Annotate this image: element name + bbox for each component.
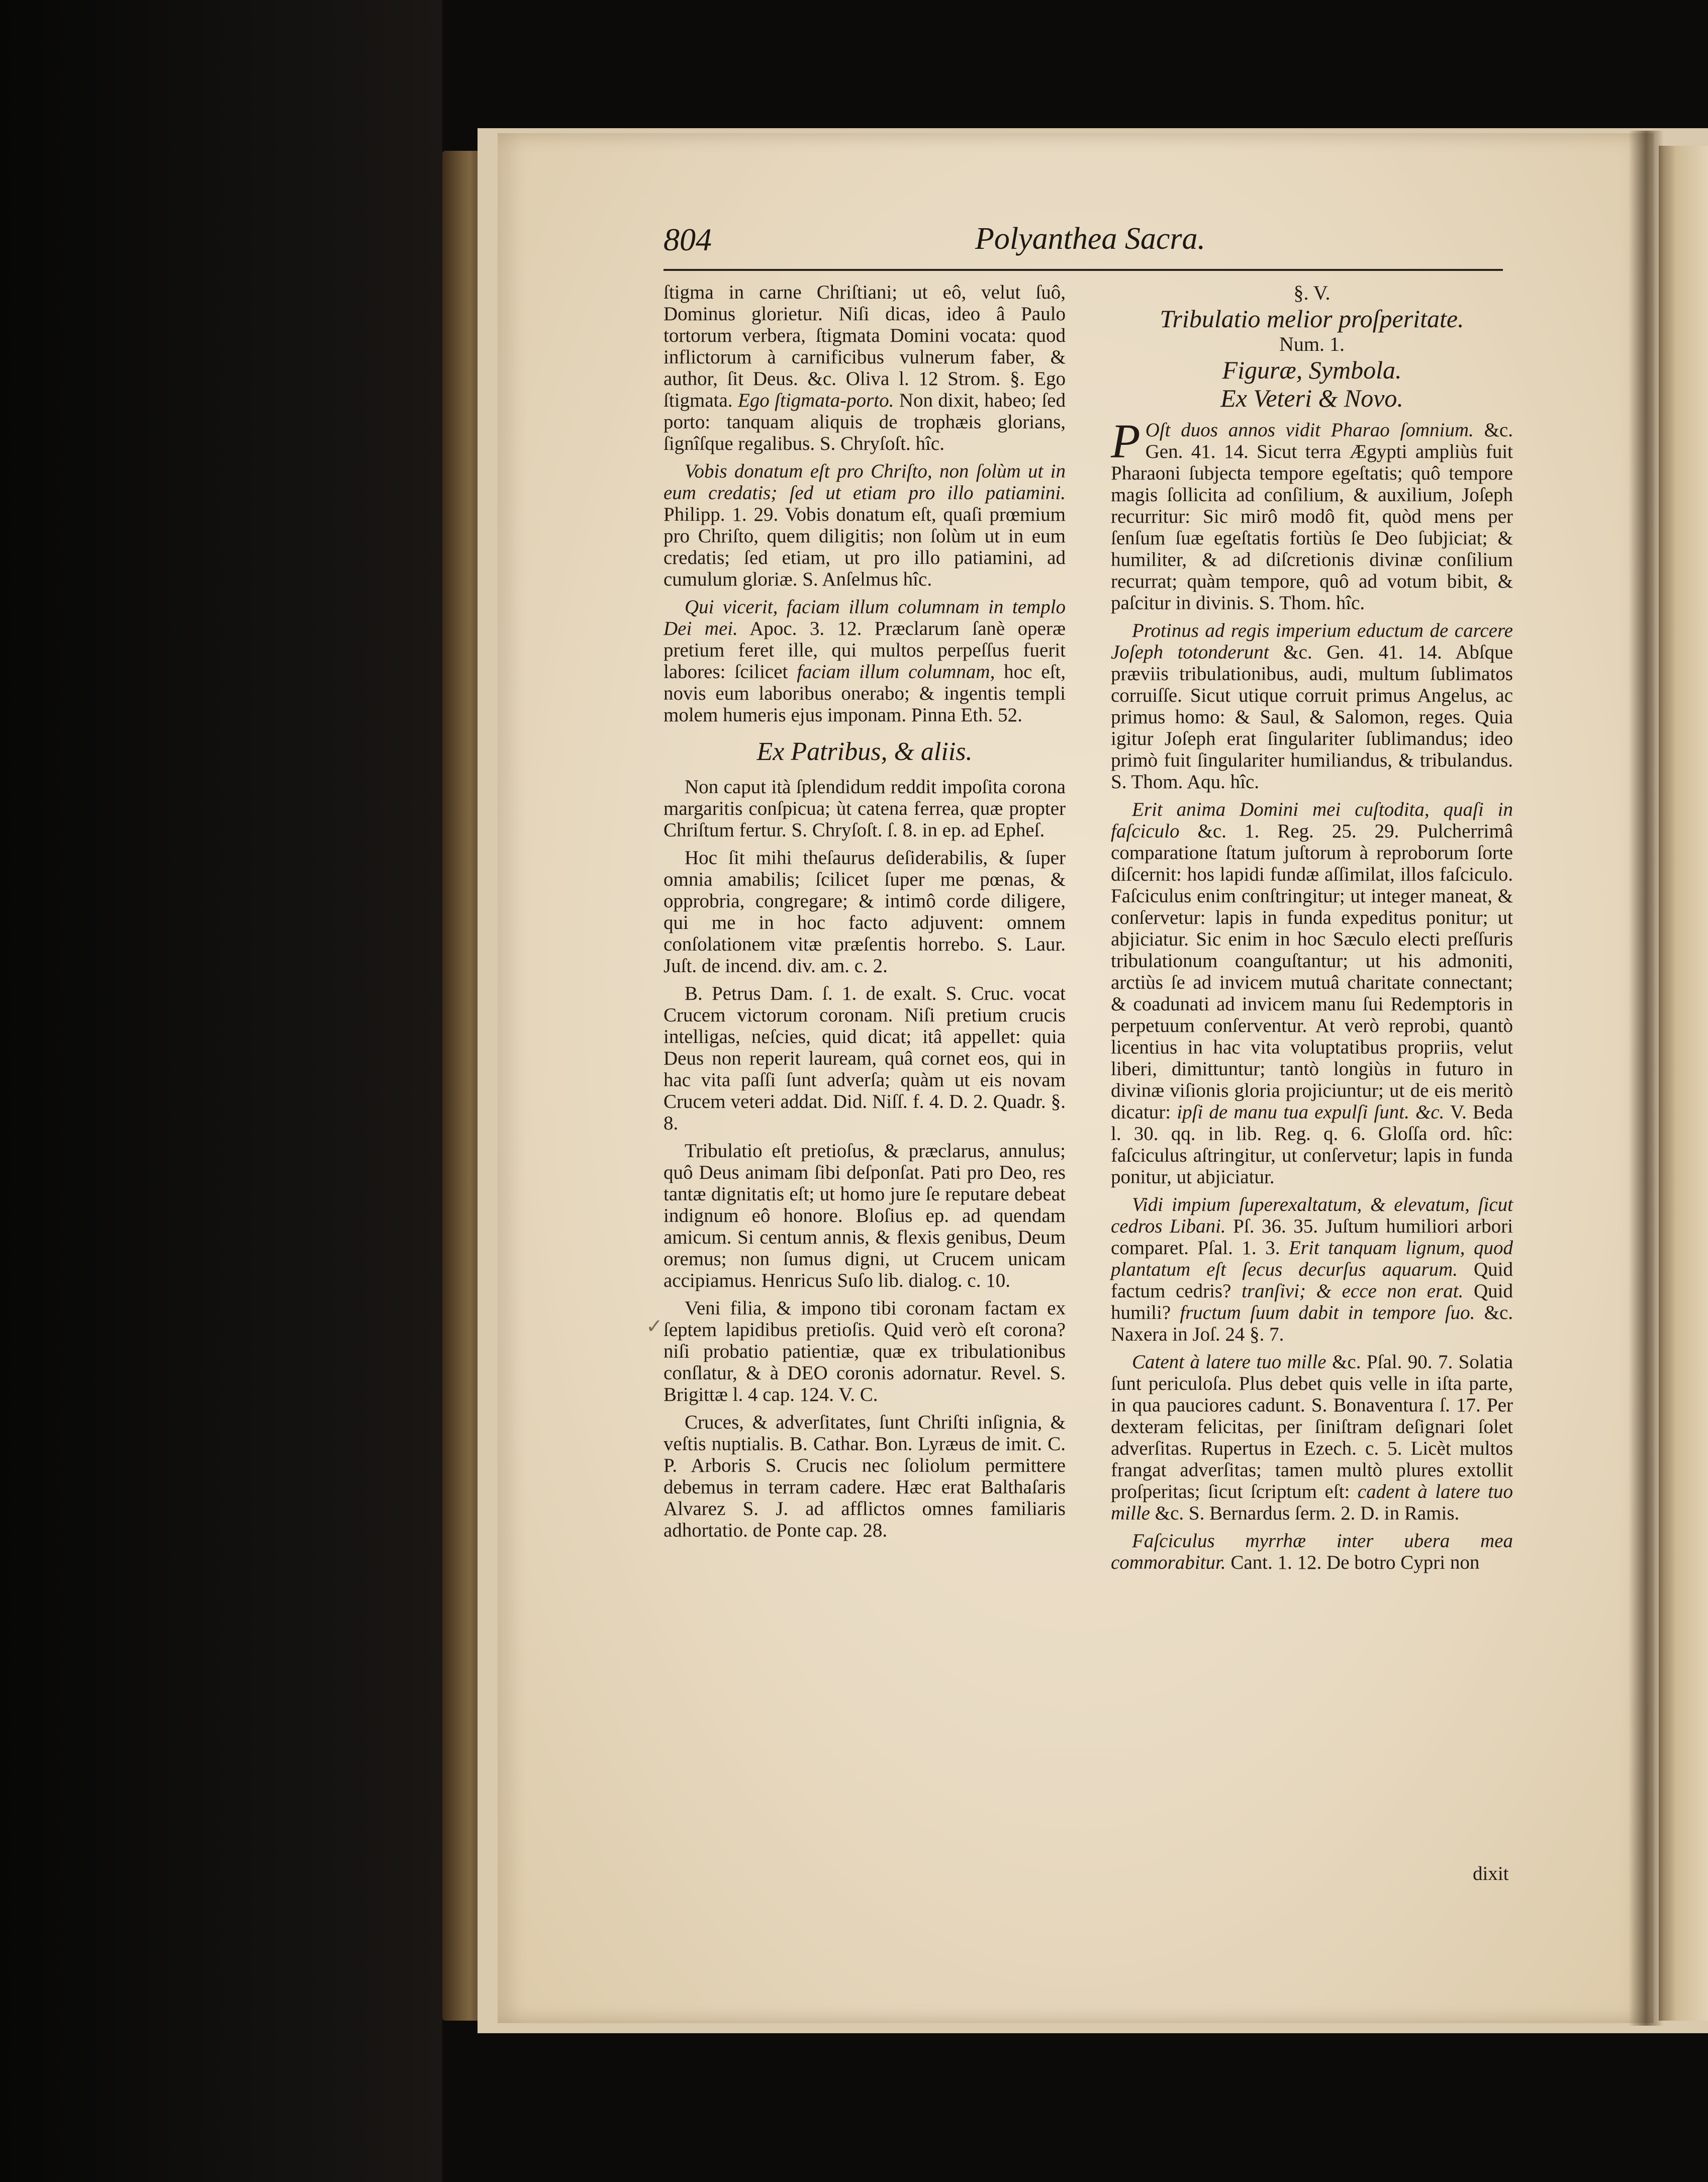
paragraph: Qui vicerit, faciam illum columnam in templo Dei mei. Apoc. 3. 12. Præclarum ſanè operæ pretium feret ille, qui multos perpeſſus fuerit labores: ſcilicet faciam illum columnam, hoc eſt, novis eum laboribus onerabo; & ingentis templi molem humeris ejus imponam. Pinna Eth. 52.	[663, 596, 1066, 726]
paragraph: Catent à latere tuo mille &c. Pſal. 90. 7. Solatia ſunt periculoſa. Plus debet quis velle in iſta parte, in qua pauciores cadunt. S. Bonaventura ſ. 17. Per dexteram felicitas, per ſiniſtram deſignari ſolet adverſitas. Rupertus in Ezech. c. 5. Licèt multos frangat adverſitas; tamen multò plures extollit proſperitas; ſicut ſcriptum eſt: cadent à latere tuo mille &c. S. Bernardus ſerm. 2. D. in Ramis.	[1111, 1351, 1513, 1524]
paragraph: Tribulatio eſt pretioſus, & præclarus, annulus; quô Deus animam ſibi deſponſat. Pati pro Deo, res tantæ dignitatis eſt; ut homo jure ſe reputare debeat indignum eô honore. Bloſius ep. ad quendam amicum. Si centum annis, & flexis genibus, Deum oremus; non ſumus digni, ut Crucem unicam accipiamus. Henricus Suſo lib. dialog. c. 10.	[663, 1140, 1066, 1291]
paragraph: Hoc ſit mihi theſaurus deſiderabilis, & ſuper omnia amabilis; ſcilicet ſuper me pœnas, & opprobria, congregare; & intimô corde diligere, qui me in hoc facto adjuvent: omnem conſolationem vitæ præſentis horrebo. S. Laur. Juſt. de incend. div. am. c. 2.	[663, 847, 1066, 977]
paragraph: Non caput ità ſplendidum reddit impoſita corona margaritis conſpicua; ùt catena ferrea, quæ propter Chriſtum fertur. S. Chryſoſt. ſ. 8. in ep. ad Epheſ.	[663, 776, 1066, 841]
drop-cap: P	[1111, 414, 1141, 468]
left-column	[663, 281, 1066, 1547]
subheading-figurae: Figuræ, Symbola.	[1222, 356, 1402, 384]
paragraph: Vobis donatum eſt pro Chriſto, non ſolùm ut in eum credatis; ſed ut etiam pro illo patiamini. Philipp. 1. 29. Vobis donatum eſt, quaſi prœmium pro Chriſto, quem diligitis; non ſolùm ut in eum credatis; ſed etiam, ut pro illo patiamini, ad cumulum gloriæ. S. Anſelmus hîc.	[663, 460, 1066, 590]
running-header	[663, 221, 1503, 266]
paragraph: ſtigma in carne Chriſtiani; ut eô, velut ſuô, Dominus glorietur. Niſi dicas, ideo â Paulo tortorum verbera, ſtigmata Domini vocata: quod inflictorum à carnificibus vulnerum faber, & author, ſit Deus. &c. Oliva l. 12 Strom. §. Ego ſtigmata. Ego ſtigmata-porto. Non dixit, habeo; ſed porto: tanquam aliquis de trophæis glorians, ſignîſque regalibus. S. Chryſoſt. hîc.	[663, 281, 1066, 454]
page-gutter	[1629, 131, 1664, 2026]
paragraph: Erit anima Domini mei cuſtodita, quaſi in faſciculo &c. 1. Reg. 25. 29. Pulcherrimâ comparatione ſtatum juſtorum à reproborum ſorte diſcernit: hos lapidi fundæ aſſimilat, illos faſciculo. Faſciculus enim conſtringitur; ut integer maneat, & conſervetur: lapis in funda expeditus ponitur; ut abjiciatur. Sic enim in hoc Sæculo electi preſſuris tribulationum coanguſtantur; ut his admoniti, arctiùs ſe ad invicem mutuâ charitate connectant; & coadunati ad invicem manu ſui Redemptoris in perpetuum conſerventur. At verò reprobi, quantò licentius in hac vita voluptatibus propriis, velut liberi, dimittuntur; tantò longiùs in futuro in divinæ viſionis gloria projiciuntur; ut de eis meritò dicatur: ipſi de manu tua expulſi ſunt. &c. V. Beda l. 30. qq. in lib. Reg. q. 6. Gloſſa ord. hîc: faſciculus aſtringitur, ut conſervetur; lapis in funda ponitur, ut abjiciatur.	[1111, 799, 1513, 1188]
paragraph: P Oſt duos annos vidit Pharao ſomnium. &c. Gen. 41. 14. Sicut terra Ægypti ampliùs fuit Pharaoni ſubjecta tempore egeſtatis; quô tempore magis ſollicita ad conſilium, & auxilium, Joſeph recurritur: Sic mirô modô fit, quòd mens per ſenſum ſuæ egeſtatis fortiùs ſe Deo ſubjiciat; & humiliter, & ad diſcretionis divinæ conſilium recurrat; quàm tempore, quô ad votum bibit, & paſcitur in divinis. S. Thom. hîc.	[1111, 414, 1513, 614]
section-number: §. V.	[1293, 281, 1331, 304]
section-heading: Ex Patribus, & aliis.	[756, 737, 973, 766]
right-column	[1111, 281, 1513, 1579]
running-title: Polyanthea Sacra.	[975, 222, 1206, 256]
dark-background	[0, 0, 442, 2182]
paragraph: B. Petrus Dam. ſ. 1. de exalt. S. Cruc. vocat Crucem victorum coronam. Niſi pretium crucis intelligas, neſcies, quid dicat; itâ appellet: quia Deus non reperit lauream, quâ cornet eos, qui in hac vita paſſi ſunt adverſa; quàm ut eis novam Crucem veteri addat. Did. Niſſ. f. 4. D. 2. Quadr. §. 8.	[663, 983, 1066, 1134]
header-rule	[663, 269, 1503, 271]
facing-page-edge	[1659, 146, 1708, 2021]
paragraph: Veni filia, & impono tibi coronam factam ex ſeptem lapidibus pretioſis. Quid verò eſt corona? niſi probatio patientiæ, quæ ex tribulationibus conſlatur, & à DEO coronis adornatur. Revel. S. Brigittæ l. 4 cap. 124. V. C.	[663, 1297, 1066, 1405]
paragraph: Protinus ad regis imperium eductum de carcere Joſeph totonderunt &c. Gen. 41. 14. Abſque præviis tribulationibus, audi, multum ſublimatos corruiſſe. Sicut utique corruit primus Angelus, ac primus homo: & Saul, & Salomon, reges. Quia igitur Joſeph erat ſingulariter ſublimandus; ideo primò fuit ſingulariter humiliandus, & tribulandus. S. Thom. Aqu. hîc.	[1111, 620, 1513, 793]
subheading-ex-veteri: Ex Veteri & Novo.	[1220, 384, 1403, 412]
page-number: 804	[663, 222, 712, 257]
paragraph: Vidi impium ſuperexaltatum, & elevatum, ſicut cedros Libani. Pſ. 36. 35. Juſtum humiliori arbori comparet. Pſal. 1. 3. Erit tanquam lignum, quod plantatum eſt ſecus decurſus aquarum. Quid factum cedris? tranſivi; & ecce non erat. Quid humili? fructum ſuum dabit in tempore ſuo. &c. Naxera in Joſ. 24 §. 7.	[1111, 1194, 1513, 1345]
chapter-title: Tribulatio melior proſperitate.	[1160, 305, 1464, 333]
paragraph: Faſciculus myrrhæ inter ubera mea commorabitur. Cant. 1. 12. De botro Cypri non	[1111, 1530, 1513, 1573]
paragraph: Cruces, & adverſitates, ſunt Chriſti inſignia, & veſtis nuptialis. B. Cathar. Bon. Lyræus de imit. C. P. Arboris S. Crucis nec ſoliolum permittere debemus in terram cadere. Hæc erat Balthaſaris Alvarez S. J. ad afflictos omnes familiaris adhortatio. de Ponte cap. 28.	[663, 1411, 1066, 1541]
num-label: Num. 1.	[1279, 333, 1345, 355]
margin-check-mark: ✓	[646, 1315, 663, 1338]
catchword: dixit	[1473, 1863, 1509, 1884]
